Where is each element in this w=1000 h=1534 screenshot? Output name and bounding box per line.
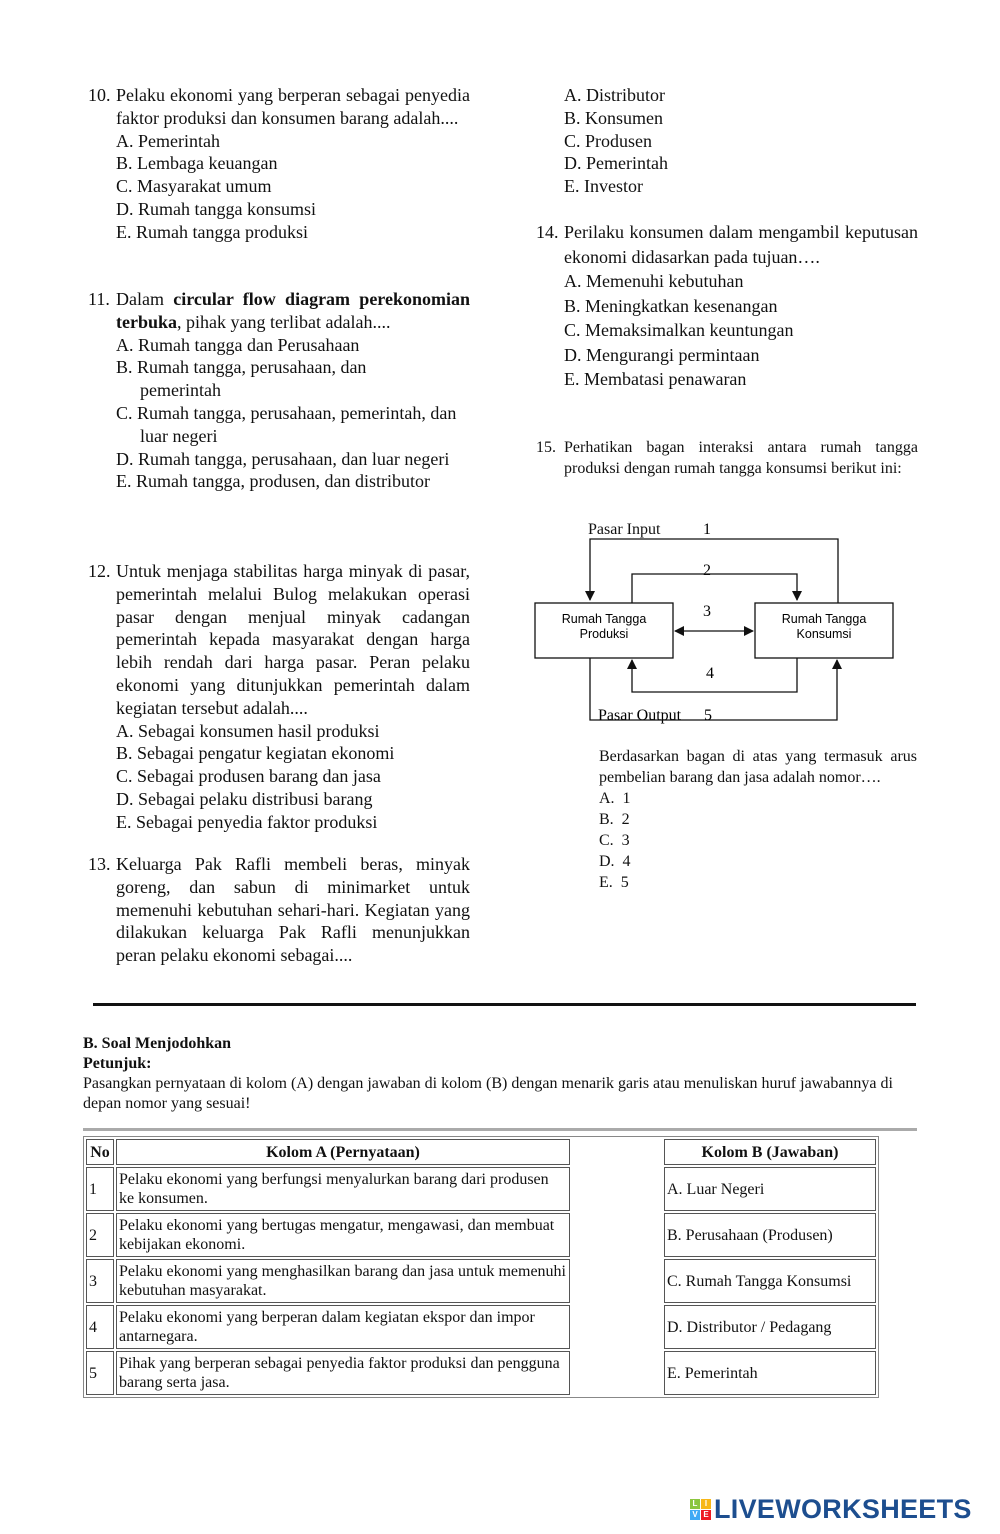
question-number: 12. [88, 561, 111, 581]
row-statement: Pelaku ekonomi yang menghasilkan barang dan jasa untuk memenuhi kebutuhan masyarakat. [116, 1259, 570, 1303]
flow-label-1: 1 [703, 521, 711, 538]
option-c: C. Rumah tangga, perusahaan, pemerintah, dan luar negeri [116, 402, 457, 446]
flow-2-line [632, 574, 797, 603]
question-15-followup [599, 746, 917, 893]
logo-tiles-icon [690, 1499, 711, 1520]
circular-flow-diagram [520, 505, 920, 735]
row-answer[interactable]: A. Luar Negeri [664, 1167, 876, 1211]
pasar-output-label: Pasar Output [598, 707, 682, 724]
section-title: B. Soal Menjodohkan [83, 1035, 232, 1052]
option-b: B. 2 [599, 811, 630, 828]
question-12 [88, 560, 470, 834]
row-no: 1 [86, 1167, 114, 1211]
flow-4-line [632, 658, 797, 692]
option-e: E. 5 [599, 874, 629, 891]
box-right-line1: Rumah Tangga [781, 612, 867, 626]
box-right-line2: Konsumsi [796, 627, 852, 641]
section-b-header [83, 1034, 913, 1114]
question-number: 13. [88, 854, 111, 874]
question-15 [536, 437, 918, 479]
option-c: C. Sebagai produsen barang dan jasa [116, 766, 381, 787]
question-text: Keluarga Pak Rafli membeli beras, minyak goreng, dan sabun di minimarket untuk memenuhi kebutuhan sehari-hari. Kegiatan yang dilakukan keluarga Pak Rafli menunjukkan peran pelaku ekonomi sebagai.... [116, 854, 470, 966]
tile-l: L [690, 1499, 700, 1509]
row-no: 4 [86, 1305, 114, 1349]
option-d: D. Sebagai pelaku distribusi barang [116, 788, 373, 809]
spacer [572, 1213, 662, 1257]
option-c: C. Produsen [564, 130, 653, 151]
question-text: Untuk menjaga stabilitas harga minyak di pasar, pemerintah melalui Bulog melakukan operasi pasar dengan menjual minyak cadangan pemerintah kepada masyarakat dengan harga lebih rendah dari harga pasar. Peran pelaku ekonomi yang ditunjukkan pemerintah dalam kegiatan tersebut adalah.... [116, 561, 470, 718]
question-text-pre: Dalam [116, 289, 174, 309]
table-row [86, 1167, 876, 1211]
option-d: D. Pemerintah [564, 153, 668, 174]
table-row [86, 1351, 876, 1395]
option-c: C. 3 [599, 832, 630, 849]
tile-i: I [701, 1499, 711, 1509]
row-statement: Pelaku ekonomi yang bertugas mengatur, mengawasi, dan membuat kebijakan ekonomi. [116, 1213, 570, 1257]
option-c: C. Masyarakat umum [116, 176, 272, 197]
question-text: Perilaku konsumen dalam mengambil keputusan ekonomi didasarkan pada tujuan…. [564, 222, 918, 267]
row-statement: Pelaku ekonomi yang berperan dalam kegiatan ekspor dan impor antarnegara. [116, 1305, 570, 1349]
flow-label-4: 4 [706, 665, 714, 682]
row-answer[interactable]: E. Pemerintah [664, 1351, 876, 1395]
question-number: 14. [536, 222, 559, 242]
spacer [572, 1139, 662, 1165]
header-col-a: Kolom A (Pernyataan) [116, 1139, 570, 1165]
instruction-label: Petunjuk: [83, 1055, 152, 1072]
flow-label-2: 2 [703, 562, 711, 579]
row-answer[interactable]: C. Rumah Tangga Konsumsi [664, 1259, 876, 1303]
question-10 [88, 84, 470, 244]
table-row [86, 1305, 876, 1349]
row-no: 3 [86, 1259, 114, 1303]
table-row [86, 1259, 876, 1303]
option-b: B. Konsumen [564, 107, 663, 128]
question-13 [88, 853, 470, 967]
question-number: 15. [536, 439, 556, 456]
option-b: B. Rumah tangga, perusahaan, dan pemerintah [116, 357, 367, 401]
box-left-line2: Produksi [579, 627, 629, 641]
question-14 [536, 220, 918, 392]
row-answer[interactable]: D. Distributor / Pedagang [664, 1305, 876, 1349]
question-text-bold: circular flow diagram perekonomian terbuka [116, 289, 470, 332]
option-a: A. Distributor [564, 85, 665, 105]
option-b: B. Sebagai pengatur kegiatan ekonomi [116, 743, 395, 764]
flow-label-5: 5 [704, 707, 712, 724]
table-top-rule [83, 1128, 917, 1131]
question-text [116, 288, 470, 334]
row-answer[interactable]: B. Perusahaan (Produsen) [664, 1213, 876, 1257]
row-statement: Pelaku ekonomi yang berfungsi menyalurkan barang dari produsen ke konsumen. [116, 1167, 570, 1211]
option-c: C. Memaksimalkan keuntungan [564, 320, 794, 340]
spacer [572, 1305, 662, 1349]
tile-v: V [690, 1510, 700, 1520]
option-e: E. Sebagai penyedia faktor produksi [116, 811, 378, 832]
option-a: A. Rumah tangga dan Perusahaan [116, 334, 360, 355]
option-d: D. Mengurangi permintaan [564, 344, 760, 365]
flow-1-line [590, 539, 838, 603]
option-b: B. Meningkatkan kesenangan [564, 295, 778, 316]
pasar-input-label: Pasar Input [588, 521, 661, 538]
followup-text: Berdasarkan bagan di atas yang termasuk arus pembelian barang dan jasa adalah nomor…. [599, 748, 917, 786]
spacer [572, 1167, 662, 1211]
tile-e: E [701, 1510, 711, 1520]
instruction-text: Pasangkan pernyataan di kolom (A) dengan jawaban di kolom (B) dengan menarik garis atau menuliskan huruf jawabannya di depan nomor yang sesuai! [83, 1075, 893, 1112]
question-13-options [536, 84, 918, 198]
question-number: 11. [88, 289, 110, 309]
flow-label-3: 3 [703, 603, 711, 620]
question-number: 10. [88, 85, 111, 105]
spacer [572, 1351, 662, 1395]
option-a: A. Pemerintah [116, 130, 220, 151]
option-e: E. Rumah tangga produksi [116, 221, 308, 242]
table-row [86, 1213, 876, 1257]
header-no: No [86, 1139, 114, 1165]
row-statement: Pihak yang berperan sebagai penyedia faktor produksi dan pengguna barang serta jasa. [116, 1351, 570, 1395]
section-divider [93, 1003, 916, 1006]
row-no: 5 [86, 1351, 114, 1395]
spacer [572, 1259, 662, 1303]
question-11 [88, 288, 470, 493]
option-e: E. Membatasi penawaran [564, 369, 747, 389]
logo-text: LIVEWORKSHEETS [714, 1494, 972, 1524]
option-d: D. Rumah tangga, perusahaan, dan luar negeri [116, 448, 450, 469]
option-e: E. Investor [564, 176, 643, 197]
option-b: B. Lembaga keuangan [116, 153, 278, 174]
option-d: D. 4 [599, 853, 631, 870]
option-a: A. Memenuhi kebutuhan [564, 271, 744, 291]
option-a: A. 1 [599, 790, 631, 807]
matching-table [83, 1136, 879, 1398]
question-text-post: , pihak yang terlibat adalah.... [177, 311, 391, 332]
box-left-line1: Rumah Tangga [561, 612, 647, 626]
table-header-row [86, 1139, 876, 1165]
liveworksheets-logo[interactable] [690, 1494, 972, 1525]
option-a: A. Sebagai konsumen hasil produksi [116, 720, 380, 741]
row-no: 2 [86, 1213, 114, 1257]
header-col-b: Kolom B (Jawaban) [664, 1139, 876, 1165]
option-d: D. Rumah tangga konsumsi [116, 198, 316, 219]
option-e: E. Rumah tangga, produsen, dan distributor [116, 471, 430, 492]
question-text: Pelaku ekonomi yang berperan sebagai penyedia faktor produksi dan konsumen barang adalah.... [116, 85, 470, 128]
question-text: Perhatikan bagan interaksi antara rumah tangga produksi dengan rumah tangga konsumsi berikut ini: [564, 439, 918, 477]
